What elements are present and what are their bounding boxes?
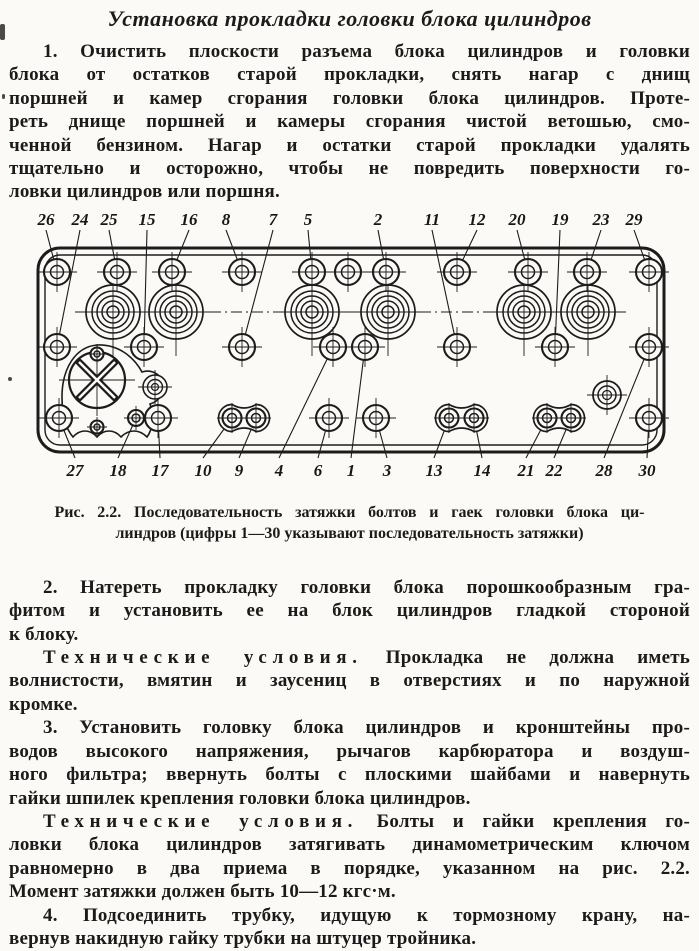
sequence-number: 13	[425, 460, 443, 480]
text-line: 3. Установить головку блока цилиндров и кронштейны про-	[43, 717, 690, 739]
sequence-number: 9	[234, 460, 244, 480]
text-line: гайки шпилек крепления головки блока цилиндров.	[9, 787, 471, 809]
text-line: ловки блока цилиндров затягивать динамометрическим ключом	[9, 834, 690, 856]
spaced-term: Технические условия.	[43, 810, 359, 832]
text-line: кромке.	[9, 693, 78, 715]
sequence-number: 25	[100, 209, 118, 229]
figure-caption-line-1: Рис. 2.2. Последовательность затяжки болтов и гаек головки блока ци-	[54, 503, 645, 521]
sequence-number: 11	[423, 209, 441, 229]
sequence-number: 14	[473, 460, 491, 480]
sequence-number: 23	[592, 209, 610, 229]
sequence-number: 6	[313, 460, 323, 480]
sequence-number: 4	[274, 460, 284, 480]
figure-caption	[55, 502, 645, 544]
sequence-number: 7	[268, 209, 278, 229]
text-line: реть днище поршней и камеры сгорания чистой ветошью, смо-	[9, 111, 690, 133]
page-title: Установка прокладки головки блока цилиндров	[107, 6, 592, 31]
text-line: 4. Подсоединить трубку, идущую к тормозному крану, на-	[43, 904, 690, 926]
intro-paragraphs	[0, 40, 699, 204]
sequence-number: 26	[37, 209, 55, 229]
sequence-number: 10	[194, 460, 212, 480]
sequence-number: 12	[468, 209, 486, 229]
scan-artifact	[8, 377, 12, 381]
sequence-number: 28	[595, 460, 613, 480]
body-paragraphs	[0, 576, 699, 951]
text-line: 2. Натереть прокладку головки блока порошкообразным гра-	[43, 576, 690, 598]
text-line: Технические условия. Прокладка не должна иметь	[43, 647, 690, 669]
scan-artifact	[2, 94, 5, 99]
sequence-number: 21	[517, 460, 535, 480]
text-line: тщательно и осторожно, чтобы не повредить поверхности го-	[9, 158, 690, 180]
text-line: поршней и камер сгорания головки блока цилиндров. Проте-	[9, 87, 690, 109]
sequence-number: 30	[638, 460, 656, 480]
sequence-number: 15	[138, 209, 156, 229]
figure-2-2	[0, 208, 699, 544]
text-line: фитом и установить ее на блок цилиндров гладкой стороной	[9, 600, 690, 622]
spaced-term: Технические условия.	[43, 647, 363, 669]
sequence-number: 1	[346, 460, 356, 480]
text-line: ловки цилиндров или поршня.	[9, 181, 280, 203]
sequence-number: 19	[551, 209, 569, 229]
sequence-number: 22	[545, 460, 563, 480]
scan-artifact	[0, 24, 5, 40]
figure-caption-line-2: линдров (цифры 1—30 указывают последовательность затяжки)	[115, 524, 584, 542]
text-line: блока от остатков старой прокладки, снять нагар с днищ	[9, 64, 690, 86]
text-line: 1. Очистить плоскости разъема блока цилиндров и головки	[43, 41, 690, 62]
sequence-number: 29	[625, 209, 643, 229]
text-line: вернув накидную гайку трубки на штуцер тройника.	[9, 927, 477, 949]
sequence-number: 16	[180, 209, 198, 229]
sequence-number: 8	[221, 209, 231, 229]
text-line: Момент затяжки должен быть 10—12 кгс·м.	[9, 881, 396, 903]
text-line: волнистости, вмятин и заусениц в отверстиях и по наружной	[9, 670, 690, 692]
text-line: ченной бензином. Нагар и остатки старой прокладки удалять	[9, 134, 690, 156]
text-line: Технические условия. Болты и гайки крепления го-	[43, 810, 690, 832]
sequence-number: 18	[109, 460, 127, 480]
text-line: равномерно в два приема в порядке, указанном на рис. 2.2.	[9, 857, 690, 879]
text-line: водов высокого напряжения, рычагов карбюратора и воздуш-	[9, 740, 690, 762]
sequence-number: 5	[303, 209, 313, 229]
text-line: к блоку.	[9, 623, 79, 645]
sequence-number: 20	[508, 209, 526, 229]
figure-number: Рис. 2.2.	[54, 503, 122, 521]
tightening-sequence-diagram	[0, 208, 699, 488]
sequence-number: 27	[66, 460, 84, 480]
sequence-number: 17	[151, 460, 169, 480]
text-line: ного фильтра; ввернуть болты с плоскими шайбами и навернуть	[9, 764, 690, 786]
sequence-number: 3	[382, 460, 392, 480]
sequence-number: 24	[71, 209, 89, 229]
sequence-number: 2	[373, 209, 383, 229]
